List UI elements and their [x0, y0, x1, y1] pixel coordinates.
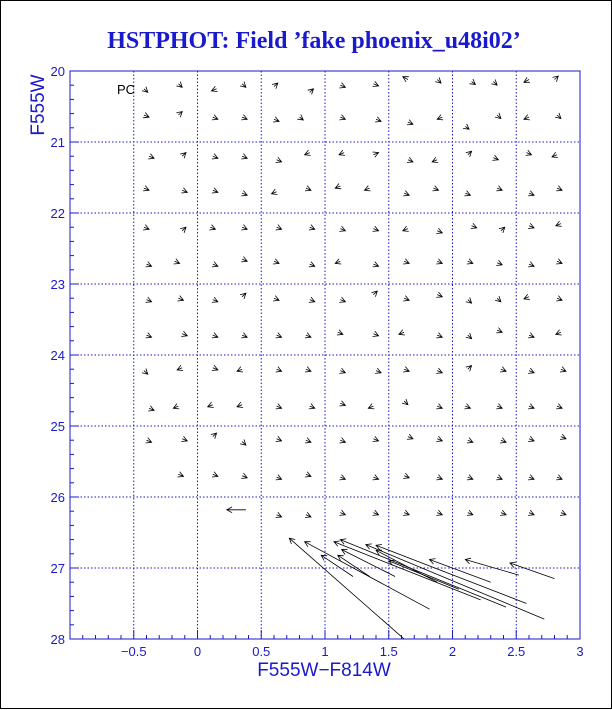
- vector-arrow: [335, 184, 341, 189]
- vector-arrow: [556, 259, 562, 264]
- vector-arrow: [273, 259, 279, 264]
- vector-arrow: [365, 186, 371, 191]
- chart: [1, 1, 612, 710]
- x-tick-label: 2.5: [507, 644, 526, 659]
- vector-arrow: [241, 191, 247, 196]
- vector-arrow: [496, 260, 502, 265]
- vector-arrow: [466, 151, 472, 157]
- vector-arrow: [373, 262, 379, 267]
- vector-arrow: [463, 124, 469, 129]
- vector-arrow: [407, 434, 413, 439]
- vector-arrow: [272, 83, 278, 89]
- vector-field: [142, 76, 566, 639]
- vector-arrow: [309, 297, 315, 302]
- axis-ticks: [51, 64, 584, 659]
- vector-arrow: [227, 507, 246, 513]
- vector-arrow: [471, 223, 477, 228]
- y-tick-label: 20: [50, 64, 65, 79]
- vector-arrow: [273, 296, 279, 301]
- vector-arrow: [339, 115, 345, 120]
- vector-arrow: [340, 539, 506, 607]
- vector-arrow: [276, 436, 282, 441]
- vector-arrow: [373, 475, 379, 480]
- vector-arrow: [237, 402, 243, 407]
- vector-arrow: [556, 330, 562, 335]
- vector-arrow: [276, 333, 282, 338]
- vector-arrow: [466, 333, 472, 339]
- vector-arrow: [467, 510, 473, 515]
- vector-arrow: [552, 152, 558, 157]
- vector-arrow: [308, 89, 314, 95]
- vector-arrow: [142, 87, 148, 93]
- vector-arrow: [212, 297, 218, 302]
- vector-arrow: [433, 186, 439, 191]
- y-tick-label: 23: [50, 277, 65, 292]
- vector-arrow: [305, 512, 311, 517]
- vector-arrow: [403, 473, 409, 478]
- vector-arrow: [146, 262, 152, 267]
- vector-arrow: [436, 228, 442, 233]
- vector-arrow: [373, 510, 379, 515]
- grid: [70, 71, 580, 639]
- vector-arrow: [435, 77, 441, 83]
- vector-arrow: [240, 293, 246, 299]
- vector-arrow: [376, 550, 437, 582]
- vector-arrow: [528, 475, 534, 480]
- vector-arrow: [237, 367, 243, 372]
- vector-arrow: [436, 404, 442, 409]
- vector-arrow: [528, 368, 534, 373]
- vector-arrow: [181, 331, 187, 336]
- vector-arrow: [146, 297, 152, 302]
- vector-arrow: [556, 186, 562, 191]
- vector-arrow: [436, 333, 442, 338]
- vector-arrow: [467, 259, 473, 264]
- vector-arrow: [528, 191, 534, 196]
- vector-arrow: [499, 227, 505, 233]
- vector-arrow: [240, 440, 246, 446]
- vector-arrow: [436, 475, 442, 480]
- vector-arrow: [432, 157, 438, 162]
- vector-arrow: [180, 153, 186, 159]
- vector-arrow: [180, 227, 186, 233]
- vector-arrow: [241, 115, 247, 120]
- vector-arrow: [403, 77, 409, 82]
- vector-arrow: [528, 223, 534, 228]
- vector-arrow: [178, 472, 184, 477]
- x-tick-label: 0: [193, 644, 202, 659]
- vector-arrow: [495, 113, 501, 119]
- x-tick-label: −0.5: [120, 644, 147, 659]
- vector-arrow: [500, 367, 506, 372]
- vector-arrow: [399, 330, 405, 335]
- vector-arrow: [143, 113, 149, 118]
- vector-arrow: [305, 367, 311, 372]
- vector-arrow: [174, 259, 180, 264]
- vector-arrow: [375, 368, 381, 373]
- vector-arrow: [148, 154, 154, 159]
- vector-arrow: [176, 112, 182, 118]
- vector-arrow: [177, 365, 183, 370]
- vector-arrow: [339, 297, 345, 302]
- vector-arrow: [372, 291, 378, 297]
- vector-arrow: [407, 120, 413, 125]
- vector-arrow: [467, 438, 473, 443]
- vector-arrow: [339, 510, 345, 515]
- vector-arrow: [276, 367, 282, 372]
- vector-arrow: [338, 555, 370, 576]
- x-tick-label: 0.5: [252, 644, 271, 659]
- vector-arrow: [273, 117, 279, 122]
- vector-arrow: [241, 225, 247, 230]
- vector-arrow: [272, 189, 278, 194]
- vector-arrow: [276, 475, 282, 480]
- vector-arrow: [339, 150, 345, 155]
- vector-arrow: [241, 473, 247, 478]
- vector-arrow: [148, 406, 154, 411]
- y-tick-label: 22: [50, 206, 65, 221]
- vector-arrow: [339, 475, 345, 480]
- x-tick-label: 2: [448, 644, 457, 659]
- vector-arrow: [407, 157, 413, 162]
- vector-arrow: [337, 330, 343, 335]
- vector-arrow: [466, 366, 472, 372]
- vector-arrow: [528, 404, 534, 409]
- vector-arrow: [146, 438, 152, 443]
- vector-arrow: [305, 542, 430, 610]
- vector-arrow: [496, 404, 502, 409]
- x-tick-label: 1.5: [379, 644, 398, 659]
- vector-arrow: [305, 333, 311, 338]
- vector-arrow: [528, 262, 534, 267]
- vector-arrow: [241, 333, 247, 338]
- vector-arrow: [556, 404, 562, 409]
- vector-arrow: [276, 512, 282, 517]
- vector-arrow: [528, 436, 534, 441]
- vector-arrow: [173, 404, 179, 409]
- vector-arrow: [305, 472, 311, 477]
- y-axis-label: F555W: [28, 74, 49, 136]
- vector-arrow: [339, 438, 345, 443]
- vector-arrow: [276, 225, 282, 230]
- vector-arrow: [556, 221, 562, 226]
- vector-arrow: [491, 80, 497, 86]
- vector-arrow: [339, 401, 345, 406]
- vector-arrow: [366, 544, 545, 619]
- vector-arrow: [212, 115, 218, 120]
- vector-arrow: [495, 296, 501, 302]
- vector-arrow: [524, 294, 530, 299]
- vector-arrow: [436, 436, 442, 441]
- vector-arrow: [500, 510, 506, 515]
- vector-arrow: [524, 115, 530, 120]
- vector-arrow: [560, 510, 566, 515]
- vector-arrow: [339, 83, 345, 88]
- vector-arrow: [436, 510, 442, 515]
- vector-arrow: [465, 558, 519, 575]
- vector-arrow: [208, 402, 214, 407]
- vector-arrow: [181, 188, 187, 193]
- chip-label: PC: [117, 82, 136, 97]
- vector-arrow: [276, 404, 282, 409]
- vector-arrow: [309, 262, 315, 267]
- vector-arrow: [211, 433, 217, 439]
- vector-arrow: [146, 333, 152, 338]
- vector-arrow: [373, 226, 379, 231]
- vector-arrow: [403, 226, 409, 231]
- vector-arrow: [176, 82, 182, 88]
- vector-arrow: [368, 404, 374, 409]
- vector-arrow: [143, 186, 149, 191]
- vector-arrow: [339, 226, 345, 231]
- vector-arrow: [212, 472, 218, 477]
- vector-arrow: [321, 555, 353, 576]
- y-tick-label: 25: [50, 419, 65, 434]
- chart-title: HSTPHOT: Field ’fake phoenix_u48i02’: [107, 28, 521, 54]
- vector-arrow: [240, 82, 246, 88]
- vector-arrow: [305, 186, 311, 191]
- y-tick-label: 26: [50, 490, 65, 505]
- vector-arrow: [464, 404, 470, 409]
- vector-arrow: [496, 475, 502, 480]
- vector-arrow: [212, 333, 218, 338]
- vector-arrow: [335, 259, 341, 264]
- vector-arrow: [305, 438, 311, 443]
- vector-arrow: [467, 475, 473, 480]
- vector-arrow: [403, 191, 409, 196]
- vector-arrow: [373, 81, 379, 86]
- vector-arrow: [373, 331, 379, 336]
- vector-arrow: [560, 434, 566, 439]
- x-tick-label: 1: [321, 644, 329, 659]
- vector-arrow: [241, 154, 247, 159]
- vector-arrow: [181, 436, 187, 441]
- vector-arrow: [143, 225, 149, 230]
- vector-arrow: [276, 157, 282, 162]
- vector-arrow: [373, 436, 379, 441]
- vector-arrow: [492, 155, 498, 160]
- vector-arrow: [560, 367, 566, 372]
- vector-arrow: [212, 188, 218, 193]
- y-tick-label: 27: [50, 561, 65, 576]
- vector-arrow: [526, 150, 532, 155]
- vector-arrow: [212, 365, 218, 370]
- vector-arrow: [437, 115, 443, 120]
- vector-arrow: [436, 368, 442, 373]
- vector-arrow: [436, 292, 442, 297]
- vector-arrow: [496, 328, 502, 333]
- vector-arrow: [403, 367, 409, 372]
- x-axis-label: F555W−F814W: [257, 660, 391, 681]
- vector-arrow: [305, 150, 311, 155]
- vector-arrow: [464, 191, 470, 196]
- vector-arrow: [556, 296, 562, 301]
- vector-arrow: [470, 79, 476, 85]
- vector-arrow: [241, 257, 247, 262]
- vector-arrow: [389, 560, 459, 589]
- vector-arrow: [553, 76, 559, 82]
- vector-arrow: [466, 298, 472, 304]
- vector-arrow: [402, 399, 408, 405]
- vector-arrow: [297, 115, 303, 121]
- vector-arrow: [556, 475, 562, 480]
- vector-arrow: [142, 369, 148, 375]
- x-tick-label: 3: [576, 644, 584, 659]
- y-tick-label: 21: [50, 135, 65, 150]
- vector-arrow: [375, 117, 381, 122]
- vector-arrow: [436, 259, 442, 264]
- vector-arrow: [430, 559, 491, 583]
- vector-arrow: [524, 77, 530, 82]
- y-tick-label: 24: [50, 348, 65, 363]
- vector-arrow: [212, 86, 218, 91]
- y-tick-label: 28: [50, 632, 65, 647]
- vector-arrow: [500, 438, 506, 443]
- vector-arrow: [403, 259, 409, 264]
- vector-arrow: [496, 186, 502, 191]
- vector-arrow: [212, 262, 218, 267]
- vector-arrow: [212, 154, 218, 159]
- vector-arrow: [376, 545, 527, 604]
- vector-arrow: [528, 510, 534, 515]
- vector-arrow: [403, 296, 409, 301]
- vector-arrow: [209, 225, 215, 230]
- vector-arrow: [309, 404, 315, 409]
- vector-arrow: [403, 510, 409, 515]
- vector-arrow: [373, 152, 379, 157]
- vector-arrow: [555, 113, 561, 119]
- vector-arrow: [309, 225, 315, 230]
- vector-arrow: [178, 296, 184, 301]
- vector-arrow: [528, 333, 534, 338]
- vector-arrow: [339, 368, 345, 373]
